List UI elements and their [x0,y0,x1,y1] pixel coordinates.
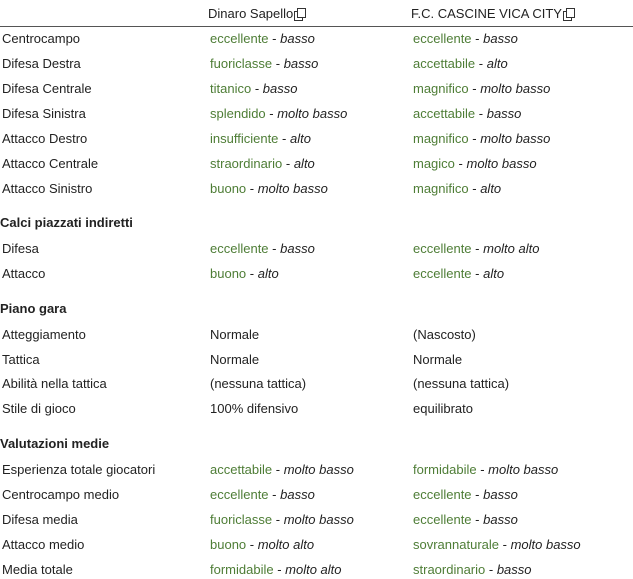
home-rating [210,156,315,171]
home-rating [210,537,314,552]
away-rating [413,537,581,552]
home-value: 100% difensivo [210,401,299,417]
rating-sublevel: basso [280,241,315,256]
rating-link[interactable]: fuoriclasse [210,512,273,527]
rating-separator: - [272,462,284,477]
rating-sublevel: basso [283,56,319,71]
away-rating [413,56,508,71]
rating-link[interactable]: sovrannaturale [413,537,499,552]
table-row [0,263,633,283]
rating-separator: - [268,487,281,502]
row-label: Atteggiamento [2,327,86,342]
rating-sublevel: molto basso [257,181,328,196]
table-row [0,534,633,554]
rating-separator: - [475,106,487,121]
rating-separator: - [454,156,467,171]
rating-link[interactable]: magnifico [413,131,469,146]
rating-link[interactable]: magico [413,156,455,171]
rating-separator: - [268,241,281,256]
rating-sublevel: molto basso [277,106,348,121]
table-row [0,238,633,258]
rating-separator: - [471,31,484,46]
table-row [0,178,633,198]
rating-link[interactable]: buono [210,537,247,552]
away-rating [413,81,550,96]
rating-link[interactable]: accettabile [413,56,476,71]
table-row [0,103,633,123]
table-row [0,509,633,529]
rating-separator: - [468,131,481,146]
home-rating [210,56,318,71]
home-rating [210,241,315,256]
rating-link[interactable]: straordinario [210,156,283,171]
row-label: Media totale [2,562,73,577]
rating-link[interactable]: formidabile [413,462,477,477]
rating-sublevel: alto [289,131,311,146]
rating-link[interactable]: eccellente [413,512,472,527]
section-heading: Calci piazzati indiretti [0,215,133,230]
home-rating [210,512,354,527]
home-team-name[interactable]: Dinaro Sapello [208,6,294,21]
section-heading: Piano gara [0,301,67,316]
rating-sublevel: molto basso [480,81,551,96]
rating-separator: - [273,562,286,577]
away-rating [413,156,537,171]
rating-link[interactable]: accettabile [210,462,273,477]
away-rating [413,512,518,527]
row-label: Difesa Destra [2,56,81,71]
row-label: Difesa media [2,512,78,527]
away-rating [413,31,518,46]
row-label: Difesa [2,241,39,256]
row-label: Esperienza totale giocatori [2,462,156,477]
home-rating [210,131,311,146]
home-rating [210,106,347,121]
away-value: (nessuna tattica) [413,376,510,392]
away-rating [413,266,504,281]
rating-link[interactable]: eccellente [413,31,472,46]
rating-sublevel: molto basso [283,462,354,477]
rating-separator: - [246,266,258,281]
rating-link[interactable]: magnifico [413,81,469,96]
away-rating [413,462,558,477]
rating-link[interactable]: formidabile [210,562,274,577]
rating-sublevel: molto basso [480,131,551,146]
table-row [0,373,633,393]
rating-link[interactable]: magnifico [413,181,469,196]
row-label: Attacco Destro [2,131,88,146]
rating-sublevel: molto alto [257,537,315,552]
away-rating [413,487,518,502]
rating-sublevel: basso [483,31,518,46]
row-label: Attacco [2,266,46,281]
copy-icon[interactable] [294,8,305,19]
rating-sublevel: basso [483,512,518,527]
rating-sublevel: molto basso [488,462,559,477]
rating-sublevel: basso [483,487,518,502]
rating-link[interactable]: eccellente [210,241,269,256]
table-row [0,349,633,369]
home-team-header [208,6,305,21]
rating-separator: - [246,537,258,552]
table-row [0,78,633,98]
rating-sublevel: alto [483,266,505,281]
away-rating [413,106,521,121]
row-label: Difesa Sinistra [2,106,86,121]
rating-separator: - [468,81,481,96]
home-rating [210,31,315,46]
table-row [0,559,633,579]
rating-link[interactable]: eccellente [210,487,269,502]
rating-sublevel: alto [257,266,279,281]
away-team-header [411,6,574,21]
rating-sublevel: basso [280,31,315,46]
rating-sublevel: alto [480,181,502,196]
away-value: Normale [413,351,463,367]
table-row [0,53,633,73]
rating-sublevel: molto basso [510,537,581,552]
rating-separator: - [471,487,484,502]
table-row [0,28,633,48]
rating-sublevel: alto [486,56,508,71]
home-rating [210,181,328,196]
row-label: Centrocampo [2,31,81,46]
rating-separator: - [471,266,484,281]
away-team-name[interactable]: F.C. CASCINE VICA CITY [411,6,562,21]
table-row [0,398,633,418]
away-value: equilibrato [413,401,473,417]
away-rating [413,562,532,577]
rating-link[interactable]: eccellente [413,266,472,281]
home-rating [210,266,279,281]
rating-separator: - [475,56,487,71]
rating-separator: - [485,562,497,577]
rating-sublevel: molto basso [466,156,537,171]
rating-link[interactable]: splendido [210,106,266,121]
row-label: Attacco medio [2,537,85,552]
away-rating [413,181,501,196]
away-rating [413,241,539,256]
home-rating [210,487,315,502]
table-row [0,128,633,148]
rating-sublevel: molto basso [283,512,354,527]
home-value: Normale [210,351,260,367]
rating-separator: - [471,241,484,256]
rating-separator: - [471,512,484,527]
rating-sublevel: basso [280,487,315,502]
rating-separator: - [282,156,294,171]
rating-link[interactable]: buono [210,266,247,281]
rating-link[interactable]: titanico [210,81,252,96]
rating-sublevel: molto alto [285,562,342,577]
away-value: (Nascosto) [413,327,476,342]
rating-separator: - [499,537,511,552]
table-row [0,459,633,479]
home-rating [210,462,354,477]
home-rating [210,81,297,96]
row-label: Abilità nella tattica [2,376,107,392]
copy-icon[interactable] [563,8,574,19]
rating-link[interactable]: eccellente [210,31,269,46]
away-rating [413,131,550,146]
rating-separator: - [251,81,263,96]
home-value: (nessuna tattica) [210,376,307,392]
row-label: Attacco Sinistro [2,181,93,196]
rating-separator: - [265,106,278,121]
table-row [0,324,633,344]
table-row [0,484,633,504]
rating-sublevel: basso [496,562,532,577]
table-row [0,153,633,173]
match-header [0,0,633,27]
row-label: Difesa Centrale [2,81,92,96]
rating-sublevel: molto alto [483,241,540,256]
home-rating [210,562,342,577]
rating-separator: - [476,462,489,477]
rating-separator: - [246,181,258,196]
rating-separator: - [272,512,284,527]
rating-link[interactable]: accettabile [413,106,476,121]
rating-link[interactable]: buono [210,181,247,196]
rating-separator: - [272,56,284,71]
rating-sublevel: basso [262,81,298,96]
rating-link[interactable]: insufficiente [210,131,279,146]
rating-link[interactable]: eccellente [413,241,472,256]
rating-link[interactable]: fuoriclasse [210,56,273,71]
row-label: Attacco Centrale [2,156,99,171]
row-label: Tattica [2,351,40,367]
section-heading: Valutazioni medie [0,436,110,451]
rating-sublevel: basso [486,106,522,121]
home-value: Normale [210,327,260,342]
rating-separator: - [268,31,281,46]
row-label: Stile di gioco [2,401,76,417]
rating-separator: - [468,181,481,196]
rating-sublevel: alto [293,156,315,171]
rating-separator: - [278,131,290,146]
row-label: Centrocampo medio [2,487,120,502]
rating-link[interactable]: straordinario [413,562,486,577]
rating-link[interactable]: eccellente [413,487,472,502]
